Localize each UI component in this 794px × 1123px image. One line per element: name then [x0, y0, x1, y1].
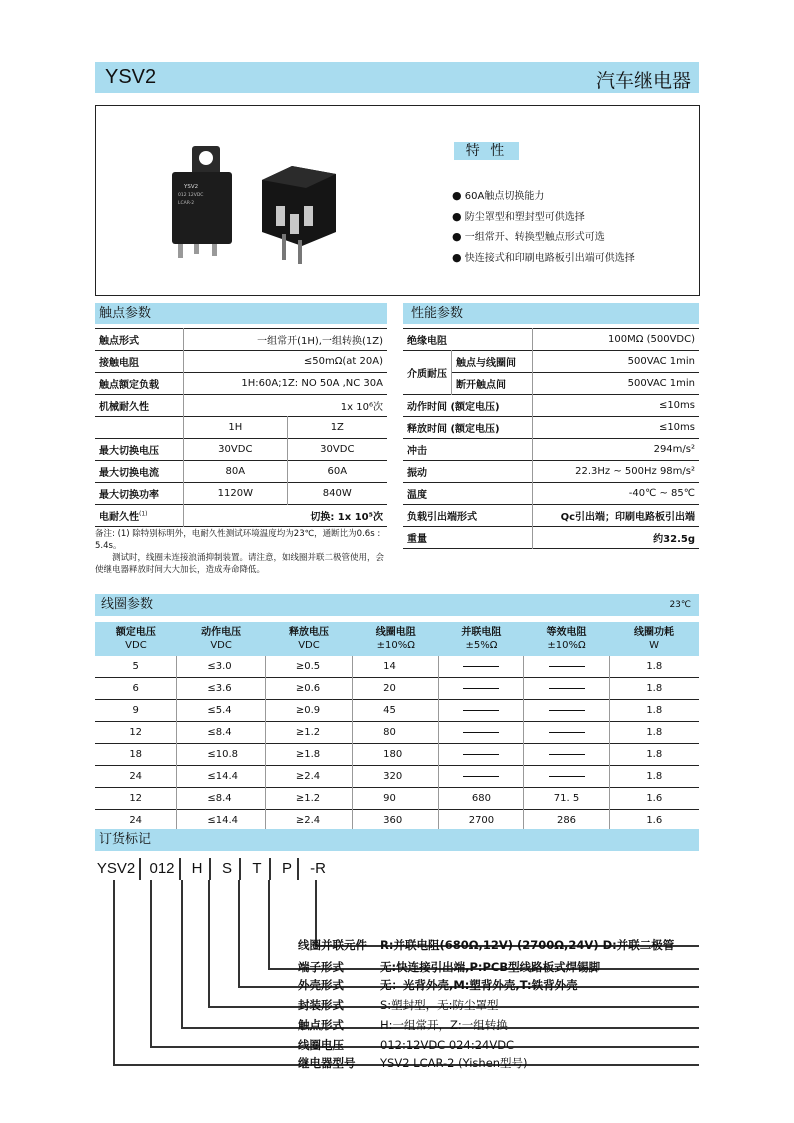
coil-header-unit: ±10%Ω — [376, 640, 415, 651]
coil-header-cell — [265, 622, 352, 656]
coil-cell: ≤8.4 — [177, 722, 266, 744]
perf-value: ≤10ms — [533, 395, 700, 417]
coil-header-unit: W — [649, 640, 659, 651]
performance-table — [403, 328, 699, 549]
coil-title: 线圈参数 — [101, 597, 154, 612]
coil-header-title: 释放电压 — [288, 627, 329, 638]
coil-cell: ≤10.8 — [177, 744, 266, 766]
coil-header-title: 线圈电阻 — [375, 627, 416, 638]
order-label — [298, 959, 600, 975]
contact-section-title: 触点参数 — [95, 303, 387, 324]
order-separator — [179, 858, 181, 880]
coil-cell: ≥0.6 — [265, 678, 352, 700]
coil-cell — [439, 744, 524, 766]
coil-cell: 1.8 — [609, 722, 699, 744]
perf-label: 绝缘电阻 — [407, 336, 447, 347]
order-label — [298, 1017, 508, 1033]
coil-cell: 180 — [353, 744, 439, 766]
perf-sublabel: 触点与线圈间 — [452, 351, 533, 373]
coil-cell: 1.6 — [609, 810, 699, 832]
order-label-desc: 无：光背外壳,M:塑背外壳,T:铁背外壳 — [380, 978, 578, 992]
contact-value: 30VDC — [287, 439, 387, 461]
relay-label-line1: 012 12VDC — [178, 193, 204, 198]
dash-mark — [549, 666, 585, 667]
perf-value: 500VAC 1min — [533, 373, 700, 395]
contact-label: 机械耐久性 — [99, 402, 149, 413]
order-leader-v — [208, 880, 210, 1006]
dash-mark — [549, 776, 585, 777]
order-label-name: 外壳形式 — [298, 978, 344, 992]
coil-cell: ≤3.6 — [177, 678, 266, 700]
coil-cell: 12 — [129, 793, 143, 804]
perf-value: Qc引出端；印刷电路板引出端 — [533, 505, 700, 527]
coil-cell: ≥1.2 — [265, 722, 352, 744]
coil-cell: 286 — [524, 810, 609, 832]
feature-item: ● 60A触点切换能力 — [452, 189, 545, 202]
performance-section-title: 性能参数 — [403, 303, 699, 324]
perf-label: 负载引出端形式 — [407, 512, 477, 523]
coil-cell: 2700 — [439, 810, 524, 832]
coil-cell: ≥2.4 — [265, 766, 352, 788]
coil-cell: 5 — [132, 661, 139, 672]
coil-cell — [524, 766, 609, 788]
order-label — [298, 977, 578, 993]
order-leader-v — [181, 880, 183, 1027]
relay-image — [164, 136, 404, 276]
relay-label-brand: YSV2 — [184, 184, 199, 190]
notes — [95, 528, 389, 576]
order-leader-v — [238, 880, 240, 986]
contact-col-1h: 1H — [184, 417, 288, 439]
coil-cell: 80 — [353, 722, 439, 744]
contact-value: ≤50mΩ(at 20A) — [184, 351, 388, 373]
contact-value: 1120W — [184, 483, 288, 505]
perf-value: ≤10ms — [533, 417, 700, 439]
order-code-part: H — [191, 860, 203, 877]
coil-cell: 14 — [353, 656, 439, 678]
order-label-name: 封装形式 — [298, 998, 344, 1012]
order-leader-v — [268, 880, 270, 968]
coil-cell: ≤14.4 — [177, 766, 266, 788]
coil-header-title: 线圈功耗 — [634, 627, 675, 638]
order-separator — [239, 858, 241, 880]
contact-value: 80A — [184, 461, 288, 483]
feature-item: ● 快连接式和印刷电路板引出端可供选择 — [452, 250, 635, 264]
perf-value: 294m/s² — [533, 439, 700, 461]
coil-cell: 1.8 — [609, 744, 699, 766]
perf-label: 温度 — [407, 490, 427, 501]
coil-cell: 71. 5 — [524, 788, 609, 810]
dash-mark — [549, 732, 585, 733]
order-label — [298, 937, 674, 953]
coil-cell — [439, 700, 524, 722]
coil-header-cell — [439, 622, 524, 656]
coil-cell: ≥0.5 — [265, 656, 352, 678]
coil-header-cell — [524, 622, 609, 656]
coil-row — [95, 788, 699, 810]
dash-mark — [463, 776, 499, 777]
perf-label: 重量 — [407, 534, 427, 545]
coil-cell: 1.6 — [609, 788, 699, 810]
order-label-desc: 无:快连接引出端,P:PCB型线路板式焊锡脚 — [380, 960, 601, 974]
coil-cell — [524, 722, 609, 744]
coil-cell — [524, 656, 609, 678]
order-separator — [209, 858, 211, 880]
dash-mark — [549, 754, 585, 755]
order-label — [298, 1055, 528, 1071]
coil-header-cell — [353, 622, 439, 656]
coil-header-title: 等效电阻 — [546, 627, 587, 638]
order-code-part: S — [221, 860, 232, 877]
dash-mark — [463, 666, 499, 667]
coil-header-unit: VDC — [125, 640, 147, 651]
coil-section-title — [95, 594, 699, 616]
order-label-desc: H:一组常开，Z:一组转换 — [380, 1018, 508, 1032]
dash-mark — [549, 688, 585, 689]
dash-mark — [549, 710, 585, 711]
note-line: 备注: (1) 除特别标明外，电耐久性测试环境温度均为23℃，通断比为0.6s : 5.4s。 — [95, 529, 381, 551]
contact-value: 1H:60A;1Z: NO 50A ,NC 30A — [184, 373, 388, 395]
contact-label: 触点额定负载 — [99, 380, 159, 391]
coil-cell: 20 — [353, 678, 439, 700]
order-code-part: T — [252, 860, 262, 877]
feature-item: ● 防尘罩型和塑封型可供选择 — [452, 209, 585, 223]
coil-cell: 24 — [129, 771, 143, 782]
header-model: YSV2 — [105, 66, 157, 88]
coil-cell: 9 — [132, 705, 139, 716]
coil-cell — [439, 722, 524, 744]
order-leader-v — [150, 880, 152, 1046]
order-label-desc: S:塑封型，无:防尘罩型 — [380, 998, 499, 1012]
coil-header-title: 并联电阻 — [461, 627, 502, 638]
coil-row — [95, 744, 699, 766]
order-label — [298, 997, 499, 1013]
coil-row — [95, 678, 699, 700]
coil-header-unit: VDC — [298, 640, 320, 651]
contact-label: 接触电阻 — [99, 358, 139, 369]
coil-table — [95, 622, 699, 832]
perf-value: 100MΩ (500VDC) — [533, 329, 700, 351]
contact-life-value: 切换: 1x 10⁵次 — [184, 505, 388, 527]
coil-temp: 23℃ — [669, 600, 691, 610]
order-label — [298, 1037, 514, 1053]
coil-cell: 45 — [353, 700, 439, 722]
coil-header-cell — [177, 622, 266, 656]
contact-label: 最大切换电压 — [99, 446, 159, 457]
coil-cell: 320 — [353, 766, 439, 788]
coil-header-cell — [609, 622, 699, 656]
coil-cell: ≥1.2 — [265, 788, 352, 810]
coil-cell: ≤8.4 — [177, 788, 266, 810]
order-label-name: 触点形式 — [298, 1018, 344, 1032]
ordering-section-title: 订货标记 — [95, 829, 699, 851]
contact-value: 60A — [287, 461, 387, 483]
coil-cell — [439, 678, 524, 700]
contact-label: 最大切换功率 — [99, 490, 159, 501]
dash-mark — [463, 754, 499, 755]
contact-col-1z: 1Z — [287, 417, 387, 439]
perf-sublabel: 断开触点间 — [452, 373, 533, 395]
coil-row — [95, 722, 699, 744]
header-title: 汽车继电器 — [595, 70, 691, 92]
perf-value: 500VAC 1min — [533, 351, 700, 373]
coil-cell: 1.8 — [609, 766, 699, 788]
coil-cell — [439, 766, 524, 788]
order-label-name: 继电器型号 — [298, 1056, 356, 1070]
coil-cell: ≥0.9 — [265, 700, 352, 722]
order-label-desc: R:并联电阻(680Ω,12V) (2700Ω,24V) D:并联二极管 — [380, 938, 675, 952]
coil-cell — [524, 678, 609, 700]
perf-label: 动作时间 (额定电压) — [407, 402, 500, 413]
coil-header-title: 额定电压 — [115, 627, 156, 638]
coil-header-unit: VDC — [210, 640, 232, 651]
order-leader-v — [315, 880, 317, 945]
contact-life-label: 电耐久性 — [99, 512, 139, 523]
order-label-name: 线圈并联元件 — [298, 938, 367, 952]
perf-label: 冲击 — [407, 446, 427, 457]
coil-cell: 6 — [132, 683, 139, 694]
coil-cell — [524, 744, 609, 766]
coil-cell — [524, 700, 609, 722]
perf-label: 介质耐压 — [407, 369, 447, 380]
contact-life-sup: (1) — [139, 510, 148, 518]
order-label-name: 端子形式 — [298, 960, 344, 974]
coil-cell: 1.8 — [609, 700, 699, 722]
feature-item: ● 一组常开、转换型触点形式可选 — [452, 230, 605, 243]
coil-cell: ≥1.8 — [265, 744, 352, 766]
perf-label: 振动 — [407, 468, 427, 479]
contact-value: 1x 10⁶次 — [184, 395, 388, 417]
coil-cell: 1.8 — [609, 656, 699, 678]
order-label-desc: YSV2 LCAR-2 (Yishen型号) — [380, 1056, 528, 1070]
order-separator — [139, 858, 141, 880]
contact-table — [95, 328, 387, 527]
order-code-part: 012 — [149, 860, 175, 877]
coil-cell: 18 — [129, 749, 143, 760]
order-leader-v — [113, 880, 115, 1064]
dash-mark — [463, 710, 499, 711]
coil-row — [95, 766, 699, 788]
coil-cell: ≤3.0 — [177, 656, 266, 678]
order-code-part: YSV2 — [96, 860, 136, 877]
coil-cell: 90 — [353, 788, 439, 810]
coil-cell: 12 — [129, 727, 143, 738]
order-code-part: -R — [310, 860, 326, 877]
coil-header-unit: ±5%Ω — [465, 640, 498, 651]
order-label-desc: 012:12VDC 024:24VDC — [380, 1038, 515, 1052]
coil-row — [95, 656, 699, 678]
perf-value: 约32.5g — [533, 527, 700, 549]
header-bar — [95, 62, 699, 93]
perf-value: 22.3Hz ~ 500Hz 98m/s² — [533, 461, 700, 483]
coil-row — [95, 700, 699, 722]
product-box — [95, 105, 700, 296]
note-line: 测试时，线圈未连接浪涌抑制装置。请注意，如线圈并联二极管使用，会使继电器释放时间大大加长，造成寿命降低。 — [95, 553, 385, 575]
features-title: 特 性 — [454, 142, 519, 160]
coil-cell: 24 — [129, 815, 143, 826]
coil-header-unit: ±10%Ω — [547, 640, 586, 651]
perf-label: 释放时间 (额定电压) — [407, 424, 500, 435]
order-label-name: 线圈电压 — [298, 1038, 344, 1052]
coil-cell: ≤14.4 — [177, 810, 266, 832]
contact-value: 840W — [287, 483, 387, 505]
coil-cell — [439, 656, 524, 678]
coil-cell: ≤5.4 — [177, 700, 266, 722]
contact-value: 30VDC — [184, 439, 288, 461]
order-separator — [269, 858, 271, 880]
contact-label: 最大切换电流 — [99, 468, 159, 479]
features-list — [452, 186, 635, 268]
relay-label-line2: LCAR-2 — [178, 201, 195, 206]
order-separator — [297, 858, 299, 880]
dash-mark — [463, 688, 499, 689]
coil-cell: ≥2.4 — [265, 810, 352, 832]
coil-cell: 1.8 — [609, 678, 699, 700]
dash-mark — [463, 732, 499, 733]
coil-header-title: 动作电压 — [201, 627, 242, 638]
perf-value: -40℃ ~ 85℃ — [533, 483, 700, 505]
contact-label: 触点形式 — [99, 336, 139, 347]
coil-header-cell — [95, 622, 177, 656]
order-code-part: P — [281, 860, 292, 877]
coil-cell: 680 — [439, 788, 524, 810]
coil-cell: 360 — [353, 810, 439, 832]
contact-value: 一组常开(1H),一组转换(1Z) — [184, 329, 388, 351]
